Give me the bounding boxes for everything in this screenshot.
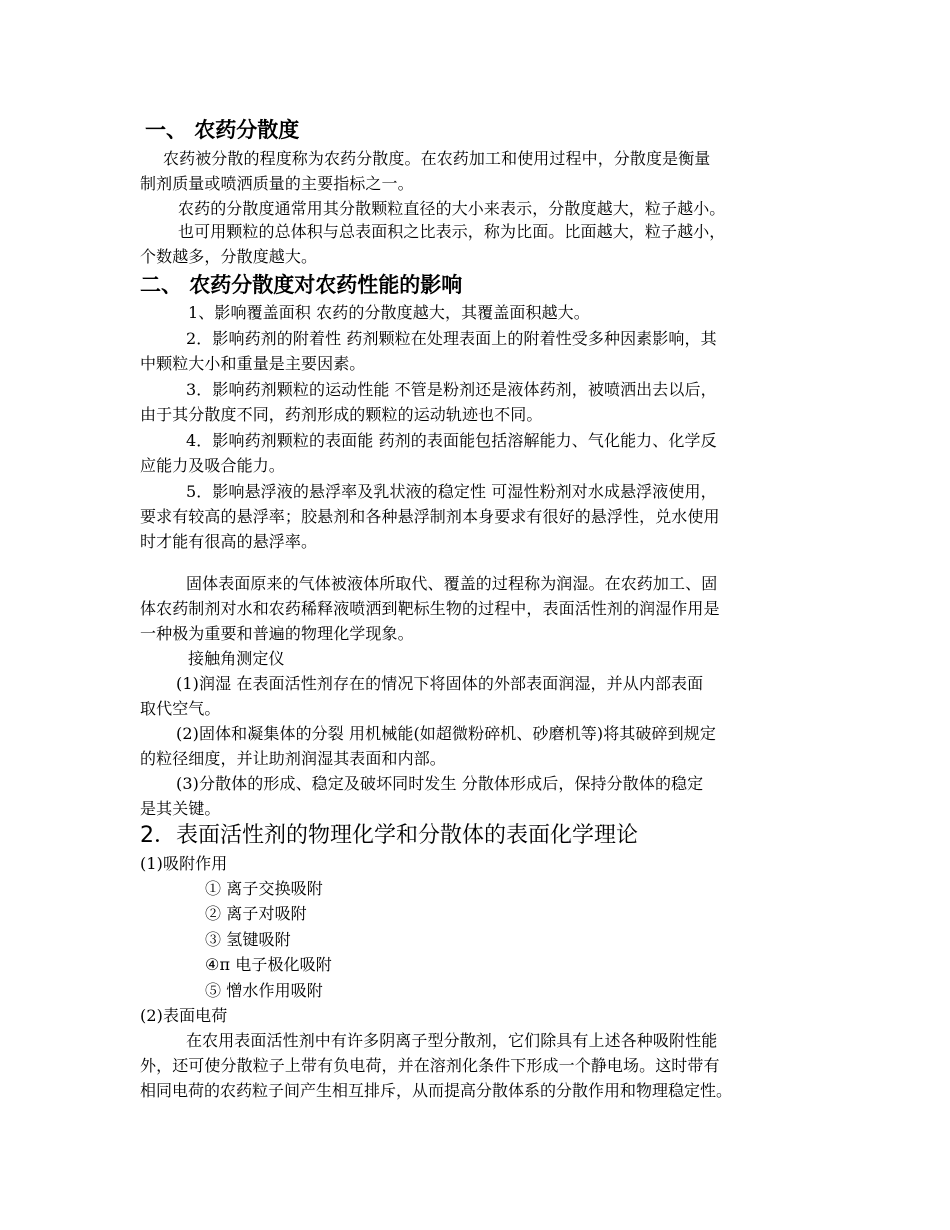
- paragraph-line: 固体表面原来的气体被液体所取代、覆盖的过程称为润湿。在农药加工、固: [186, 574, 718, 593]
- step-line: 是其关键。: [140, 799, 221, 818]
- list-item-line: 5．影响悬浮液的悬浮率及乳状液的稳定性 可湿性粉剂对水成悬浮液使用，: [186, 482, 717, 501]
- adsorption-item: ④π 电子极化吸附: [205, 955, 332, 974]
- paragraph-line: 个数越多，分散度越大。: [140, 247, 318, 266]
- adsorption-item: ⑤ 憎水作用吸附: [205, 981, 323, 1000]
- list-item-line: 3．影响药剂颗粒的运动性能 不管是粉剂还是液体药剂，被喷洒出去以后，: [186, 380, 717, 399]
- step-line: (2)固体和凝集体的分裂 用机械能(如超微粉碎机、砂磨机等)将其破碎到规定: [176, 724, 716, 743]
- list-item-line: 要求有较高的悬浮率；胶悬剂和各种悬浮制剂本身要求有很好的悬浮性，兑水使用: [140, 507, 720, 526]
- list-item-line: 2．影响药剂的附着性 药剂颗粒在处理表面上的附着性受多种因素影响，其: [186, 329, 717, 348]
- paragraph-line: 在农用表面活性剂中有许多阴离子型分散剂，它们除具有上述各种吸附性能: [186, 1031, 718, 1050]
- section-heading-1: 一、 农药分散度: [145, 118, 300, 142]
- list-item-line: 由于其分散度不同，药剂形成的颗粒的运动轨迹也不同。: [140, 405, 543, 424]
- paragraph-line: 相同电荷的农药粒子间产生相互排斥，从而提高分散体系的分散作用和物理稳定性。: [140, 1081, 733, 1100]
- paragraph-line: 农药的分散度通常用其分散颗粒直径的大小来表示，分散度越大，粒子越小。: [178, 199, 726, 218]
- adsorption-item: ① 离子交换吸附: [205, 879, 323, 898]
- list-item-line: 应能力及吸合能力。: [140, 456, 285, 475]
- subsection-title: (2)表面电荷: [140, 1006, 228, 1025]
- step-line: (1)润湿 在表面活性剂存在的情况下将固体的外部表面润湿，并从内部表面: [176, 674, 704, 693]
- step-line: (3)分散体的形成、稳定及破坏同时发生 分散体形成后，保持分散体的稳定: [176, 774, 704, 793]
- section-heading-3: 2．表面活性剂的物理化学和分散体的表面化学理论: [140, 823, 638, 848]
- subsection-title: (1)吸附作用: [140, 854, 228, 873]
- paragraph-line: 也可用颗粒的总体积与总表面积之比表示，称为比面。比面越大，粒子越小，: [178, 222, 726, 241]
- adsorption-item: ② 离子对吸附: [205, 904, 307, 923]
- section-heading-2: 二、 农药分散度对农药性能的影响: [140, 273, 463, 297]
- list-item-line: 中颗粒大小和重量是主要因素。: [140, 354, 366, 373]
- paragraph-line: 外，还可使分散粒子上带有负电荷，并在溶剂化条件下形成一个静电场。这时带有: [140, 1056, 720, 1075]
- paragraph-line: 农药被分散的程度称为农药分散度。在农药加工和使用过程中，分散度是衡量: [163, 149, 711, 168]
- list-item-line: 1、影响覆盖面积 农药的分散度越大，其覆盖面积越大。: [188, 303, 590, 322]
- step-line: 取代空气。: [140, 699, 221, 718]
- paragraph-line: 体农药制剂对水和农药稀释液喷洒到靶标生物的过程中，表面活性剂的润湿作用是: [140, 599, 720, 618]
- paragraph-line: 一种极为重要和普遍的物理化学现象。: [140, 624, 414, 643]
- list-item-line: 4．影响药剂颗粒的表面能 药剂的表面能包括溶解能力、气化能力、化学反: [186, 431, 717, 450]
- instrument-label: 接触角测定仪: [188, 649, 285, 668]
- adsorption-item: ③ 氢键吸附: [205, 930, 291, 949]
- list-item-line: 时才能有很高的悬浮率。: [140, 532, 318, 551]
- paragraph-line: 制剂质量或喷洒质量的主要指标之一。: [140, 174, 414, 193]
- step-line: 的粒径细度，并让助剂润湿其表面和内部。: [140, 749, 446, 768]
